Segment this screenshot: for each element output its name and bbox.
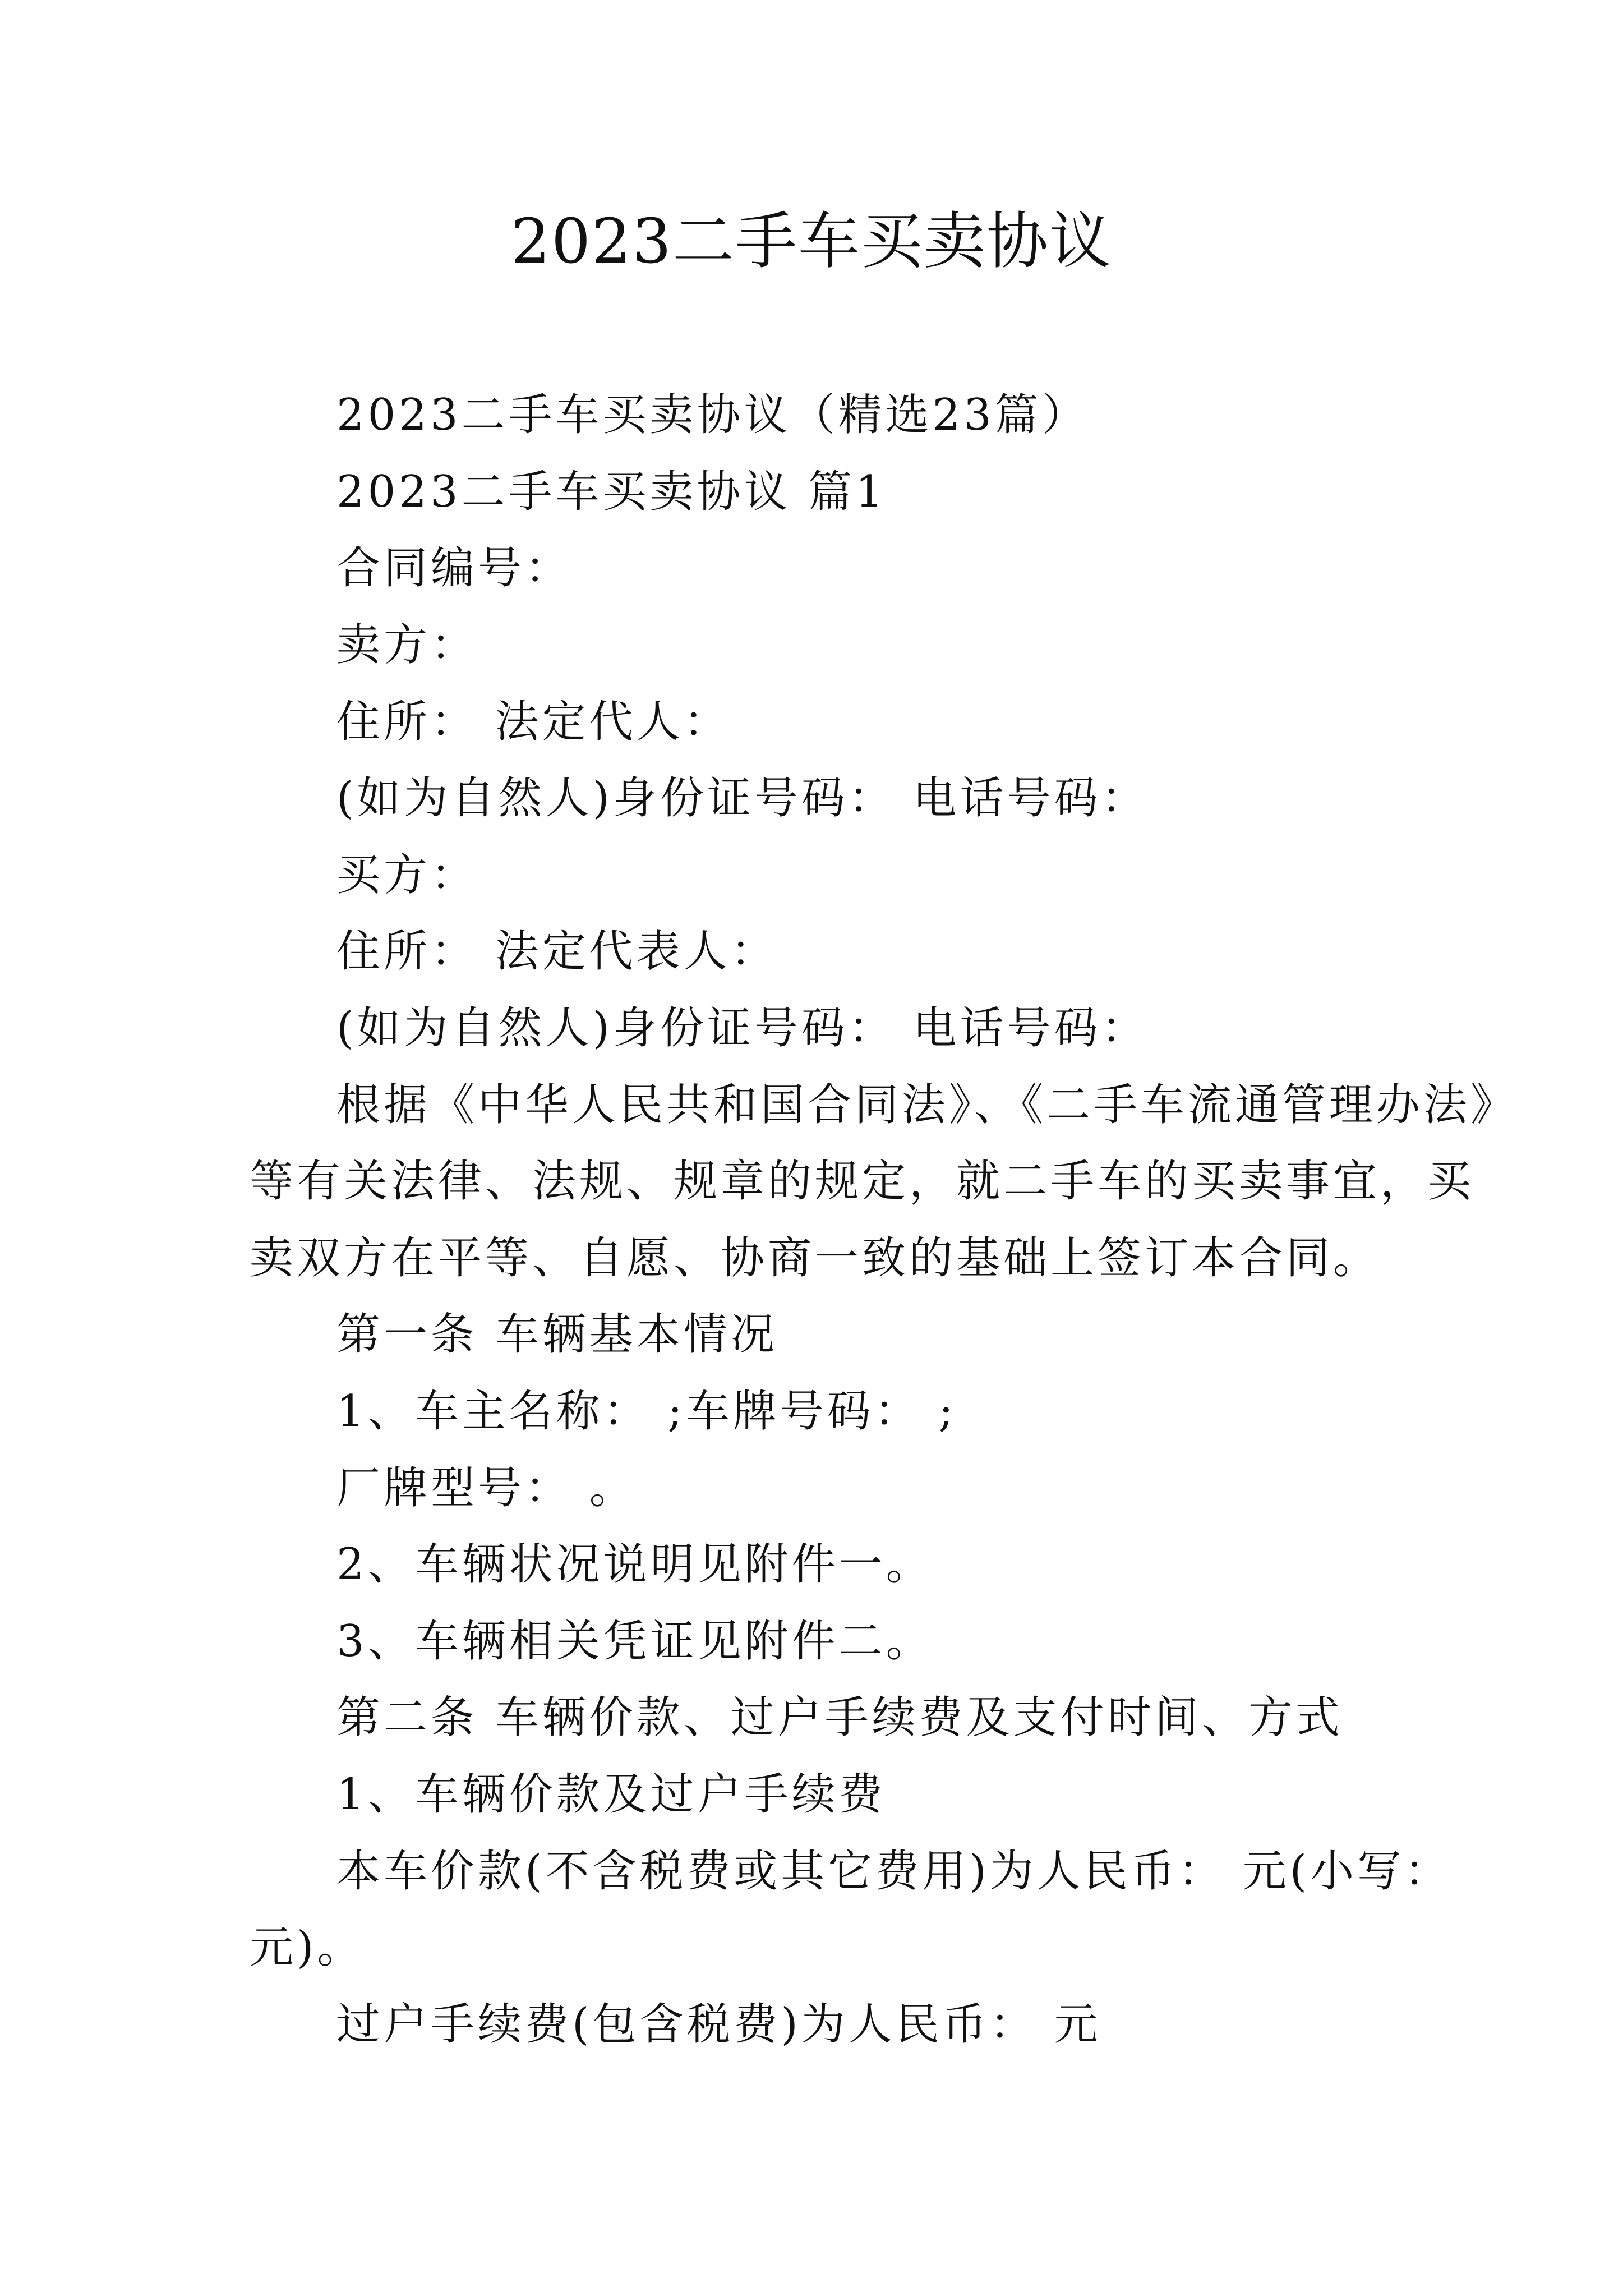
- seller-id-line: (如为自然人)身份证号码： 电话号码：: [336, 773, 1149, 823]
- buyer-line: 买方：: [336, 850, 478, 900]
- paragraph-line: 1、车辆价款及过户手续费: [336, 1769, 886, 1820]
- paragraph-line: 根据《中华人民共和国合同法》、《二手车流通管理办法》: [336, 1080, 1518, 1130]
- paragraph-line: 2、车辆状况说明见附件一。: [336, 1539, 933, 1590]
- paragraph-line: 元)。: [250, 1922, 365, 1973]
- buyer-address-line: 住所： 法定代表人：: [336, 926, 778, 977]
- article-heading: 第二条 车辆价款、过户手续费及支付时间、方式: [336, 1692, 1343, 1743]
- contract-number-line: 合同编号：: [336, 543, 573, 593]
- paragraph-line: 1、车主名称： ;车牌号码： ;: [336, 1386, 957, 1437]
- buyer-id-line: (如为自然人)身份证号码： 电话号码：: [336, 1003, 1149, 1053]
- paragraph-line: 厂牌型号： 。: [336, 1463, 637, 1513]
- seller-line: 卖方：: [336, 620, 478, 670]
- paragraph-line: 过户手续费(包含税费)为人民币： 元: [336, 1999, 1101, 2050]
- paragraph-line: 等有关法律、法规、规章的规定，就二手车的买卖事宜，买: [250, 1156, 1475, 1207]
- paragraph-line: 本车价款(不含税费或其它费用)为人民币： 元(小写：: [336, 1846, 1452, 1897]
- section-heading: 2023二手车买卖协议 篇1: [336, 467, 887, 517]
- article-heading: 第一条 车辆基本情况: [336, 1309, 778, 1360]
- seller-address-line: 住所： 法定代人：: [336, 697, 731, 747]
- document-title: 2023二手车买卖协议: [511, 205, 1112, 277]
- paragraph-line: 3、车辆相关凭证见附件二。: [336, 1616, 933, 1667]
- document-subtitle: 2023二手车买卖协议（精选23篇）: [336, 390, 1089, 440]
- paragraph-line: 卖双方在平等、自愿、协商一致的基础上签订本合同。: [250, 1233, 1381, 1283]
